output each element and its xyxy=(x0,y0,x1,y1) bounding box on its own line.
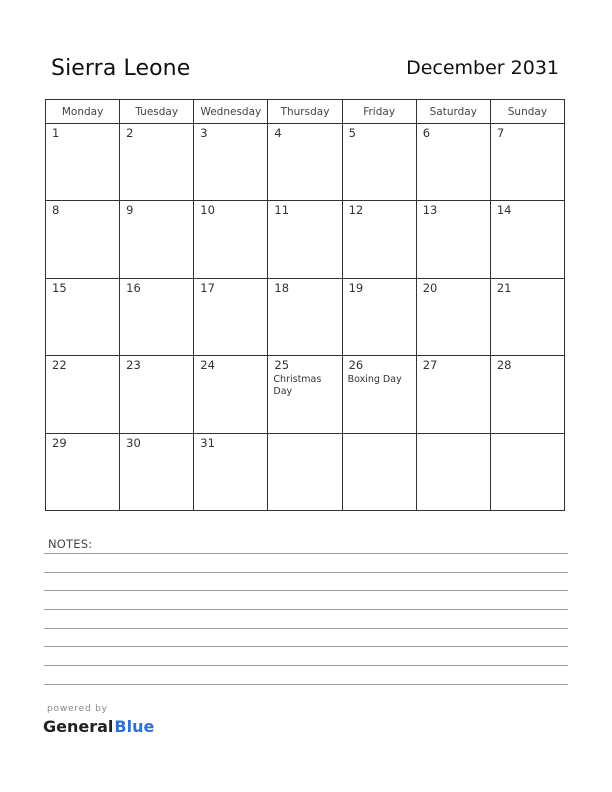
day-cell xyxy=(194,433,268,510)
day-cell xyxy=(268,433,342,510)
day-number: 1 xyxy=(52,126,60,140)
day-number: 4 xyxy=(274,126,282,140)
notes-line xyxy=(44,646,568,647)
brand-name-part2: Blue xyxy=(114,717,155,736)
day-cell xyxy=(120,124,194,201)
day-cell xyxy=(342,278,416,355)
day-cell xyxy=(342,124,416,201)
day-cell xyxy=(194,356,268,433)
day-number: 22 xyxy=(52,358,67,373)
day-cell xyxy=(46,433,120,510)
day-number: 2 xyxy=(126,126,134,140)
day-cell xyxy=(490,201,564,278)
day-number: 26 xyxy=(348,358,364,373)
holiday-label: Boxing Day xyxy=(347,374,402,386)
day-cell xyxy=(416,433,490,510)
day-cell xyxy=(46,124,120,201)
weekday-header: Friday xyxy=(342,100,416,124)
day-cell xyxy=(490,356,564,433)
weekday-header: Wednesday xyxy=(194,100,268,124)
day-number: 11 xyxy=(274,203,290,218)
day-number: 18 xyxy=(274,280,290,295)
day-cell xyxy=(490,278,564,355)
day-number: 28 xyxy=(496,358,512,373)
day-number: 29 xyxy=(52,435,67,450)
weekday-header: Monday xyxy=(46,100,120,124)
day-number: 23 xyxy=(126,358,141,373)
day-number: 16 xyxy=(126,280,141,295)
day-number: 14 xyxy=(496,203,512,218)
day-number: 30 xyxy=(126,435,141,450)
notes-line xyxy=(44,684,568,685)
day-cell xyxy=(120,278,194,355)
day-number: 15 xyxy=(52,280,67,295)
day-cell xyxy=(490,433,564,510)
calendar-country-title: Sierra Leone xyxy=(51,56,191,81)
day-cell xyxy=(268,124,342,201)
day-cell xyxy=(342,356,416,433)
day-cell xyxy=(120,356,194,433)
day-number: 8 xyxy=(52,203,60,218)
generalblue-logo xyxy=(43,717,154,736)
weekday-header-row xyxy=(46,100,565,124)
day-cell xyxy=(416,356,490,433)
week-row xyxy=(46,433,565,510)
day-number: 10 xyxy=(200,203,215,218)
day-number: 19 xyxy=(348,280,364,295)
powered-by-text: powered by xyxy=(47,704,108,714)
day-cell xyxy=(416,201,490,278)
weekday-header: Saturday xyxy=(416,100,490,124)
day-number: 27 xyxy=(422,358,438,373)
day-number: 7 xyxy=(496,126,505,140)
day-cell xyxy=(268,356,342,433)
holiday-label: Christmas Day xyxy=(273,374,322,398)
day-number: 6 xyxy=(422,126,431,140)
day-cell xyxy=(194,201,268,278)
day-cell xyxy=(194,124,268,201)
week-row xyxy=(46,356,565,433)
day-cell xyxy=(46,278,120,355)
week-row xyxy=(46,201,565,278)
week-row xyxy=(46,124,565,201)
day-cell xyxy=(416,278,490,355)
notes-label: NOTES: xyxy=(48,537,93,551)
day-number: 13 xyxy=(422,203,438,218)
weekday-header: Tuesday xyxy=(120,100,194,124)
notes-line xyxy=(44,553,568,554)
day-cell xyxy=(46,356,120,433)
notes-line xyxy=(44,628,568,629)
day-cell xyxy=(416,124,490,201)
calendar-month-title: December 2031 xyxy=(406,57,559,79)
weekday-header: Sunday xyxy=(490,100,564,124)
day-cell xyxy=(342,433,416,510)
day-number: 25 xyxy=(274,358,290,373)
brand-name-part1: General xyxy=(43,717,114,736)
day-number: 5 xyxy=(348,126,356,140)
day-number: 31 xyxy=(200,435,215,450)
day-number: 21 xyxy=(496,280,512,295)
day-cell xyxy=(46,201,120,278)
notes-line xyxy=(44,609,568,610)
day-number: 12 xyxy=(348,203,364,218)
day-number: 17 xyxy=(200,280,215,295)
weekday-header: Thursday xyxy=(268,100,342,124)
month-calendar-grid xyxy=(45,99,565,511)
day-cell xyxy=(120,433,194,510)
day-cell xyxy=(120,201,194,278)
week-row xyxy=(46,278,565,355)
day-cell xyxy=(268,278,342,355)
day-cell xyxy=(490,124,564,201)
day-number: 20 xyxy=(422,280,438,295)
day-number: 3 xyxy=(200,126,208,140)
day-cell xyxy=(194,278,268,355)
notes-line xyxy=(44,590,568,591)
notes-line xyxy=(44,572,568,573)
day-number: 9 xyxy=(126,203,134,218)
day-number: 24 xyxy=(200,358,215,373)
day-cell xyxy=(268,201,342,278)
day-cell xyxy=(342,201,416,278)
notes-line xyxy=(44,665,568,666)
